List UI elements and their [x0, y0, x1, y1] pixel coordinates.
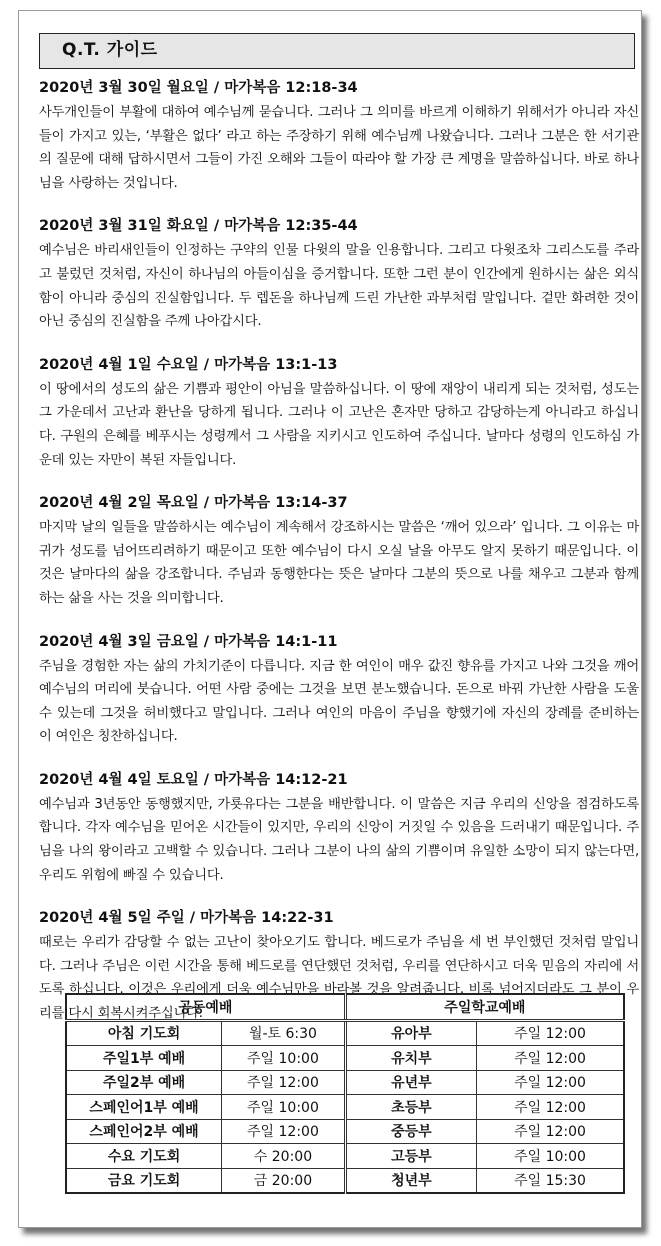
- table-row: [66, 1070, 624, 1095]
- qt-entries: [39, 77, 639, 1046]
- entry-body: 때로는 우리가 감당할 수 없는 고난이 찾아오기도 합니다. 베드로가 주님을 세 번 부인했던 것처럼 말입니다. 그러나 주님은 이런 시간을 통해 베드로를 연단했던 것처럼, 우리를 연단하시고 더욱 믿음의 자리에 서도록 하십니다. 이것은 우리에게 더욱 예수님만을 바라볼 것을 알려줍니다. 비록 넘어지더라도 그 분이 우리를 다시 회복시켜주십니다.: [39, 935, 639, 1022]
- service-name: 스페인어1부 예배: [66, 1095, 222, 1120]
- service-name: 주일2부 예배: [66, 1070, 222, 1095]
- department-name: 초등부: [345, 1095, 476, 1120]
- department-time: 주일 12:00: [477, 1119, 624, 1144]
- department-time: 주일 12:00: [477, 1095, 624, 1120]
- service-time: 수 20:00: [222, 1144, 346, 1169]
- schedule-header-row: [66, 994, 624, 1020]
- bulletin-page: [18, 10, 642, 1228]
- department-name: 유년부: [345, 1070, 476, 1095]
- entry-title: 2020년 3월 31일 화요일 / 마가복음 12:35-44: [39, 218, 358, 235]
- service-time: 주일 12:00: [222, 1070, 346, 1095]
- entry-title: 2020년 4월 3일 금요일 / 마가복음 14:1-11: [39, 633, 338, 650]
- qt-entry: [39, 354, 639, 472]
- entry-title: 2020년 4월 1일 수요일 / 마가복음 13:1-13: [39, 356, 338, 373]
- service-time: 주일 10:00: [222, 1095, 346, 1120]
- service-name: 주일1부 예배: [66, 1046, 222, 1071]
- worship-header: 공동예배: [66, 994, 345, 1020]
- table-row: [66, 1095, 624, 1120]
- department-time: 주일 10:00: [477, 1144, 624, 1169]
- sunday-school-header: 주일학교예배: [345, 994, 624, 1020]
- table-row: [66, 1119, 624, 1144]
- entry-body: 이 땅에서의 성도의 삶은 기쁨과 평안이 아님을 말씀하십니다. 이 땅에 재앙이 내리게 되는 것처럼, 성도는 그 가운데서 고난과 환난을 당하게 됩니다. 그러나 이 고난은 혼자만 당하고 감당하는게 아니라고 하십니다. 구원의 은혜를 베푸시는 성령께서 그 사람을 지키시고 인도하여 주십니다. 날마다 성령의 인도하심 가운데 있는 자만이 복된 자들입니다.: [39, 381, 639, 468]
- entry-title: 2020년 4월 4일 토요일 / 마가복음 14:12-21: [39, 771, 348, 788]
- service-name: 수요 기도회: [66, 1144, 222, 1169]
- entry-body: 예수님과 3년동안 동행했지만, 가룟유다는 그분을 배반합니다. 이 말씀은 지금 우리의 신앙을 점검하도록 합니다. 각자 예수님을 믿어온 시간들이 있지만, 우리의 신앙이 거짓일 수 있음을 드러내기 때문입니다. 주님을 나의 왕이라고 고백할 수 있습니다. 그러나 그분이 나의 삶의 기쁨이며 유일한 소망이 되지 않는다면, 우리도 위험에 빠질 수 있습니다.: [39, 796, 639, 883]
- qt-entry: [39, 215, 639, 333]
- service-name: 아침 기도회: [66, 1020, 222, 1046]
- entry-body: 예수님은 바리새인들이 인정하는 구약의 인물 다윗의 말을 인용합니다. 그리고 다윗조차 그리스도를 주라고 불렀던 것처럼, 자신이 하나님의 아들이심을 증거합니다. 또한 그런 분이 인간에게 원하시는 삶은 외식함이 아니라 중심의 진실함입니다. 두 렙돈을 하나님께 드린 가난한 과부처럼 말입니다. 겉만 화려한 것이 아닌 중심의 진실함을 주께 나아갑시다.: [39, 243, 639, 330]
- department-name: 중등부: [345, 1119, 476, 1144]
- department-name: 유치부: [345, 1046, 476, 1071]
- entry-title: 2020년 4월 5일 주일 / 마가복음 14:22-31: [39, 910, 334, 927]
- department-time: 주일 12:00: [477, 1046, 624, 1071]
- department-time: 주일 15:30: [477, 1168, 624, 1193]
- department-name: 청년부: [345, 1168, 476, 1193]
- department-time: 주일 12:00: [477, 1070, 624, 1095]
- qt-entry: [39, 77, 639, 195]
- service-name: 금요 기도회: [66, 1168, 222, 1193]
- qt-entry: [39, 769, 639, 887]
- entry-body: 마지막 날의 일들을 말씀하시는 예수님이 계속해서 강조하시는 말씀은 ‘깨어 있으라’ 입니다. 그 이유는 마귀가 성도를 넘어뜨리려하기 때문이고 또한 예수님이 다시 오실 날을 아무도 알지 못하기 때문입니다. 이것은 날마다의 삶을 강조합니다. 주님과 동행한다는 뜻은 날마다 그분의 뜻으로 나를 채우고 그분과 함께 하는 삶을 사는 것을 의미합니다.: [39, 520, 639, 606]
- service-name: 스페인어2부 예배: [66, 1119, 222, 1144]
- service-time: 주일 10:00: [222, 1046, 346, 1071]
- entry-body: 사두개인들이 부활에 대하여 예수님께 묻습니다. 그러나 그 의미를 바르게 이해하기 위해서가 아니라 자신들이 가지고 있는, ‘부활은 없다’ 라고 하는 주장하기 위해 예수님께 나왔습니다. 그러나 그분은 한 서기관의 질문에 대해 답하시면서 그들이 가진 오해와 그들이 따라야 할 가장 큰 계명을 말씀하십니다. 바로 하나님을 사랑하는 것입니다.: [39, 105, 639, 191]
- department-name: 유아부: [345, 1020, 476, 1046]
- table-row: [66, 1168, 624, 1193]
- qt-entry: [39, 631, 639, 749]
- table-row: [66, 1020, 624, 1046]
- service-time: 금 20:00: [222, 1168, 346, 1193]
- department-name: 고등부: [345, 1144, 476, 1169]
- worship-schedule-table: [65, 993, 625, 1194]
- table-row: [66, 1046, 624, 1071]
- department-time: 주일 12:00: [477, 1020, 624, 1046]
- table-row: [66, 1144, 624, 1169]
- entry-title: 2020년 4월 2일 목요일 / 마가복음 13:14-37: [39, 495, 348, 512]
- page-title: Q.T. 가이드: [39, 33, 635, 69]
- entry-title: 2020년 3월 30일 월요일 / 마가복음 12:18-34: [39, 80, 358, 96]
- entry-body: 주님을 경험한 자는 삶의 가치기준이 다릅니다. 지금 한 여인이 매우 값진 향유를 가지고 나와 그것을 깨어 예수님의 머리에 붓습니다. 어떤 사람 중에는 그것을 보면 분노했습니다. 돈으로 바꿔 가난한 사람을 도울 수 있는데 그것을 허비했다고 말입니다. 그러나 여인의 마음이 주님을 향했기에 자신의 장례를 준비하는 이 여인은 칭찬하십니다.: [39, 658, 639, 745]
- service-time: 주일 12:00: [222, 1119, 346, 1144]
- qt-entry: [39, 492, 639, 610]
- service-time: 월-토 6:30: [222, 1020, 346, 1046]
